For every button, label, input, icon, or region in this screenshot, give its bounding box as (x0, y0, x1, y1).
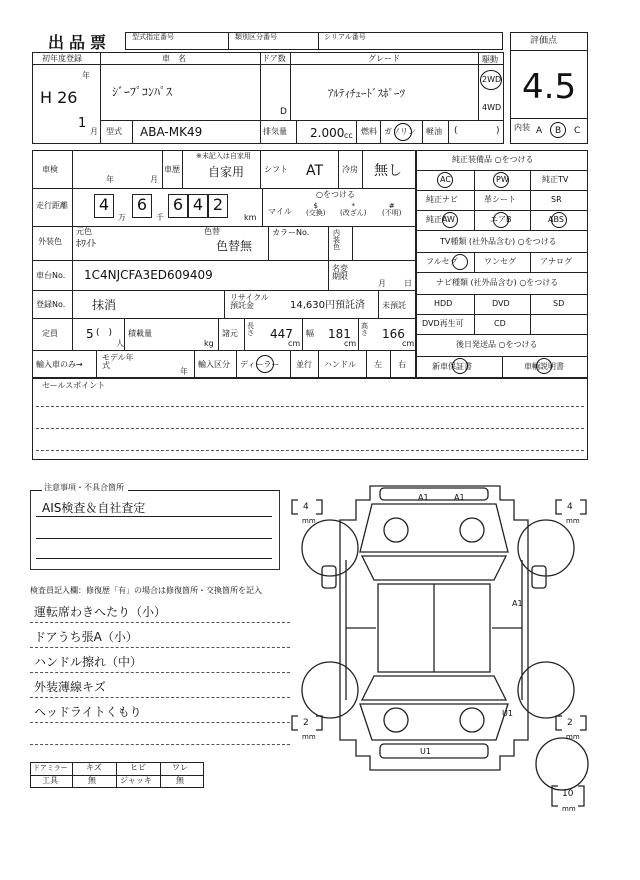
history-note: ※未記入は自家用 (196, 152, 251, 160)
note-line-1: 運転席わきへたり（小） (34, 605, 167, 619)
interior-label: 内装 (514, 123, 530, 132)
car-name-value: ｼﾞｰﾌﾟｺﾝﾊﾟｽ (112, 85, 173, 99)
mileage-unit-sen: 千 (156, 213, 164, 222)
note-line-4: 外装薄線キズ (34, 680, 106, 694)
model-year-label: モデル年式 (102, 353, 134, 370)
registration-value: 抹消 (92, 298, 117, 312)
sales-point-label: セールスポイント (42, 381, 106, 390)
recycle-value: 14,630円預託済 (290, 300, 365, 311)
navi-dvd-play: DVD再生可 (422, 319, 464, 328)
damage-mark-front-right: A1 (454, 493, 465, 502)
fuel-gasoline: ガソリン (384, 127, 416, 136)
inspection-label: 車検 (42, 165, 58, 174)
tire-fl-value: 4 (303, 502, 309, 512)
import-type-label: 輸入区分 (198, 360, 230, 369)
model-type-value: ABA-MK49 (140, 125, 203, 139)
mileage-digit: 4 (188, 194, 208, 218)
color-no-label: カラーNo. (272, 228, 310, 237)
name-change-day-unit: 日 (404, 279, 412, 288)
capacity-unit: 人 (116, 339, 124, 348)
tv-analog: アナログ (540, 257, 572, 266)
tire-rl-value: 2 (303, 718, 309, 728)
displacement-value: 2.000 (310, 126, 345, 140)
capacity-label: 定員 (42, 329, 58, 338)
width-unit: cm (344, 339, 357, 348)
rating-label: 評価点 (530, 36, 558, 46)
legend-value-none-1: 無 (88, 776, 96, 785)
mileage-option-tampered: * (改ざん) (340, 202, 367, 217)
serial-label: シリアル番号 (324, 33, 366, 41)
interior-c: C (574, 126, 581, 136)
mileage-digit: 6 (168, 194, 188, 218)
height-label: 高さ (361, 322, 368, 337)
mileage-label: 走行距離 (36, 201, 68, 210)
width-value: 181 (328, 327, 351, 341)
interior-color-label: 内装色 (333, 229, 340, 251)
tire-spare-unit: mm (562, 805, 576, 813)
capacity-paren: ( ) (96, 328, 113, 338)
equip-airbag: エアB (490, 215, 512, 224)
parallel-label: 並行 (296, 360, 312, 369)
mileage-digit: 4 (94, 194, 114, 218)
model-year-unit: 年 (180, 367, 188, 376)
height-unit: cm (402, 339, 415, 348)
form-title: 出品票 (48, 33, 112, 52)
navi-dvd: DVD (492, 299, 510, 308)
tire-fr-value: 4 (567, 502, 573, 512)
width-label: 幅 (306, 329, 314, 338)
displacement-unit: cc (344, 131, 353, 140)
first-reg-month: 1 (78, 116, 87, 131)
history-label: 車歴 (164, 165, 180, 174)
legend-value-none-2: 無 (176, 776, 184, 785)
original-color-value: ﾎﾜｲﾄ (76, 239, 96, 250)
damage-mark-front-left: A1 (418, 493, 429, 502)
interior-b: B (555, 126, 562, 136)
note-line-3: ハンドル擦れ（中） (34, 655, 143, 669)
history-value: 自家用 (208, 165, 245, 179)
legend-value-jack: ジャッキ (120, 776, 152, 785)
legend-header-crack: ヒビ (130, 763, 146, 772)
mileage-circle-note: ○をつける (316, 190, 355, 199)
mileage-digit: 6 (132, 194, 152, 218)
navi-cd: CD (494, 319, 506, 328)
navi-sd: SD (553, 299, 565, 308)
height-value: 166 (382, 327, 405, 341)
tv-oneseg: ワンセグ (484, 257, 516, 266)
import-label: 輸入車のみ→ (36, 360, 83, 369)
legend-header-scratch: キズ (86, 763, 102, 772)
equip-ac: AC (440, 175, 451, 184)
grade-label: グレード (368, 54, 400, 63)
color-change-value: 色替無 (216, 239, 253, 253)
first-reg-month-unit: 月 (90, 127, 98, 136)
tire-fr-unit: mm (566, 517, 580, 525)
docs-manual: 車輌説明書 (524, 362, 564, 371)
mileage-unit-km: km (244, 213, 257, 222)
shift-label: シフト (264, 165, 288, 174)
navi-hdd: HDD (434, 299, 453, 308)
inspector-label: 検査員記入欄：修復歴「有」の場合は修復箇所・交換箇所を記入 (30, 586, 262, 595)
tv-header: TV種類 (社外品含む) ○をつける (440, 237, 557, 246)
tire-rr-unit: mm (566, 733, 580, 741)
tire-rl-unit: mm (302, 733, 316, 741)
drive-4wd: 4WD (482, 103, 502, 112)
load-label: 積載量 (128, 329, 152, 338)
equip-abs: ABS (548, 215, 564, 224)
rating-value: 4.5 (522, 67, 577, 107)
ac-label: 冷房 (342, 165, 358, 174)
original-color-label: 元色 (76, 227, 92, 236)
fuel-label: 燃料 (361, 127, 377, 136)
genuine-header: 純正装備品 ○をつける (452, 155, 534, 164)
equip-tv: 純正TV (542, 175, 569, 184)
interior-a: A (536, 126, 543, 136)
note-line-5: ヘッドライトくもり (34, 705, 142, 719)
handle-left: 左 (374, 360, 382, 369)
dims-label: 諸元 (222, 329, 238, 338)
handle-right: 右 (398, 360, 406, 369)
navi-header: ナビ種類 (社外品含む) ○をつける (436, 278, 559, 287)
length-value: 447 (270, 327, 293, 341)
first-reg-year-unit: 年 (82, 71, 90, 80)
model-designation-label: 型式指定番号 (132, 33, 174, 41)
door-value: D (280, 107, 287, 117)
length-unit: cm (288, 339, 301, 348)
tire-fl-unit: mm (302, 517, 316, 525)
legend-header-mirror: ドアミラー (33, 764, 68, 772)
model-type-label: 型式 (106, 127, 122, 136)
recycle-unpaid: 未預託 (382, 301, 406, 310)
note-line-2: ドアうち張A（小） (34, 630, 138, 644)
equip-pw: PW (496, 175, 509, 184)
first-reg-label: 初年度登録 (42, 54, 82, 63)
name-change-label: 名変期限 (332, 264, 348, 281)
tv-fullseg: フルセグ (426, 257, 458, 266)
legend-value-tools: 工具 (42, 776, 58, 785)
drive-2wd: 2WD (482, 75, 502, 84)
fuel-paren-close: ) (496, 126, 500, 136)
fuel-paren-open: ( (454, 126, 458, 136)
registration-label: 登録No. (36, 300, 66, 309)
dealer-label: ディーラー (240, 360, 280, 369)
tire-spare-value: 10 (562, 789, 574, 799)
ext-color-label: 外装色 (38, 237, 62, 246)
color-change-label: 色替 (204, 227, 220, 236)
drive-label: 駆動 (482, 55, 498, 64)
mileage-unit-man: 万 (118, 213, 126, 222)
mileage-digit: 2 (208, 194, 228, 218)
vin-label: 車台No. (36, 271, 66, 280)
category-label: 類別区分番号 (235, 33, 277, 41)
docs-warranty: 新車保証書 (432, 362, 472, 371)
damage-mark-rear-bumper: U1 (420, 747, 431, 756)
mileage-option-mile: マイル (268, 207, 292, 216)
door-label: ドア数 (262, 54, 286, 63)
first-reg-era: H 26 (40, 88, 78, 107)
mileage-option-unknown: # (不明) (382, 202, 402, 217)
recycle-label: リサイクル預託金 (230, 293, 269, 310)
vin-value: 1C4NJCFA3ED609409 (84, 268, 213, 282)
tire-rr-value: 2 (567, 718, 573, 728)
damage-mark-right-rear: U1 (502, 709, 513, 718)
fuel-light-oil: 軽油 (426, 127, 442, 136)
caution-value: AIS検査＆自社査定 (42, 501, 146, 515)
ac-value: 無し (374, 163, 402, 179)
equip-navi: 純正ナビ (426, 195, 458, 204)
shift-value: AT (306, 163, 324, 179)
inspection-month-unit: 月 (150, 175, 158, 184)
docs-header: 後日発送品 ○をつける (456, 340, 538, 349)
caution-label: 注意事項・不具合箇所 (44, 483, 124, 492)
equip-aw: 純正AW (426, 215, 455, 224)
equip-sr: SR (551, 195, 562, 204)
car-name-label: 車 名 (162, 54, 186, 63)
load-unit: kg (204, 339, 214, 348)
length-label: 長さ (247, 322, 254, 337)
damage-mark-right-door: A1 (512, 599, 523, 608)
mileage-option-exchanged: $ (交換) (306, 202, 326, 217)
legend-header-break: ワレ (172, 763, 188, 772)
equip-leather: 革シート (484, 195, 516, 204)
grade-value: ｱﾙﾃｨﾁｭｰﾄﾞｽﾎﾟｰﾂ (328, 87, 405, 100)
handle-label: ハンドル (324, 360, 356, 369)
capacity-value: 5 (86, 327, 94, 341)
inspection-year-unit: 年 (106, 175, 114, 184)
displacement-label: 排気量 (263, 127, 287, 136)
name-change-month-unit: 月 (378, 279, 386, 288)
